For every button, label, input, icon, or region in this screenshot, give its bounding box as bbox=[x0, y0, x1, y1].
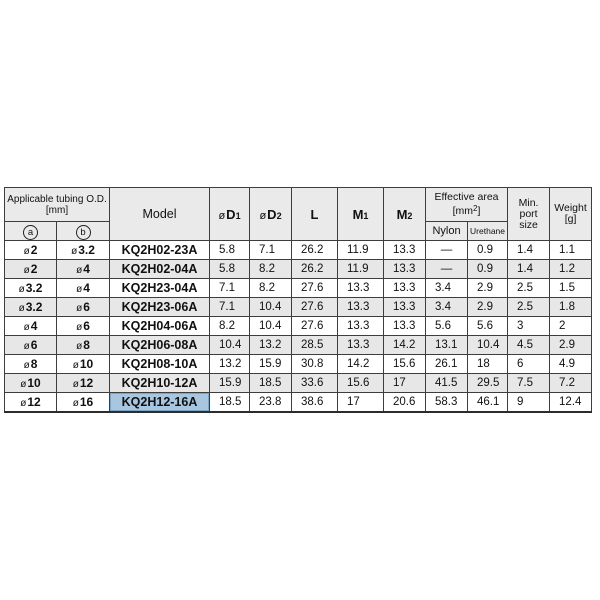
m1-cell: 11.9 bbox=[338, 241, 384, 260]
header-effective-area-line1: Effective area bbox=[434, 191, 499, 203]
urethane-area-cell: 5.6 bbox=[468, 317, 508, 336]
min-port-cell: 6 bbox=[508, 355, 550, 374]
table-row bbox=[5, 298, 592, 317]
d1-cell: 5.8 bbox=[210, 241, 250, 260]
d1-cell: 10.4 bbox=[210, 336, 250, 355]
d1-cell: 7.1 bbox=[210, 279, 250, 298]
diameter-symbol: ø bbox=[18, 284, 25, 295]
weight-cell: 2 bbox=[550, 317, 592, 336]
nylon-area-cell: — bbox=[426, 260, 468, 279]
tubing-od-a-cell bbox=[5, 317, 57, 336]
diameter-symbol: ø bbox=[76, 322, 83, 333]
d1-cell: 15.9 bbox=[210, 374, 250, 393]
d2-cell: 7.1 bbox=[250, 241, 292, 260]
weight-cell: 7.2 bbox=[550, 374, 592, 393]
model-cell: KQ2H10-12A bbox=[110, 374, 210, 393]
tubing-od-value: 8 bbox=[30, 357, 38, 371]
m1-cell: 13.3 bbox=[338, 279, 384, 298]
tubing-od-value: 4 bbox=[30, 319, 38, 333]
model-cell: KQ2H06-08A bbox=[110, 336, 210, 355]
m2-cell: 13.3 bbox=[384, 279, 426, 298]
tubing-od-b-cell bbox=[57, 241, 110, 260]
m1-cell: 14.2 bbox=[338, 355, 384, 374]
weight-cell: 1.1 bbox=[550, 241, 592, 260]
diameter-symbol: ø bbox=[72, 360, 79, 371]
weight-cell: 2.9 bbox=[550, 336, 592, 355]
diameter-symbol: ø bbox=[218, 209, 226, 222]
d2-cell: 10.4 bbox=[250, 317, 292, 336]
header-d2-subscript: 2 bbox=[276, 210, 282, 221]
m2-cell: 17 bbox=[384, 374, 426, 393]
diameter-symbol: ø bbox=[76, 303, 83, 314]
header-d2 bbox=[250, 188, 292, 241]
table-row bbox=[5, 241, 592, 260]
header-m2 bbox=[384, 188, 426, 241]
circled-a-icon: a bbox=[23, 225, 38, 240]
table-row bbox=[5, 279, 592, 298]
l-cell: 27.6 bbox=[292, 298, 338, 317]
nylon-area-cell: — bbox=[426, 241, 468, 260]
tubing-od-b-cell bbox=[57, 374, 110, 393]
urethane-area-cell: 0.9 bbox=[468, 260, 508, 279]
tubing-od-a-cell bbox=[5, 355, 57, 374]
m2-cell: 13.3 bbox=[384, 241, 426, 260]
diameter-symbol: ø bbox=[23, 360, 30, 371]
nylon-area-cell: 5.6 bbox=[426, 317, 468, 336]
m2-cell: 13.3 bbox=[384, 260, 426, 279]
tubing-od-value: 12 bbox=[27, 394, 41, 409]
m2-cell: 20.6 bbox=[384, 393, 426, 412]
urethane-area-cell: 0.9 bbox=[468, 241, 508, 260]
urethane-area-cell: 10.4 bbox=[468, 336, 508, 355]
tubing-od-a-cell bbox=[5, 298, 57, 317]
nylon-area-cell: 3.4 bbox=[426, 279, 468, 298]
l-cell: 30.8 bbox=[292, 355, 338, 374]
weight-cell: 1.2 bbox=[550, 260, 592, 279]
urethane-area-cell: 46.1 bbox=[468, 393, 508, 412]
table-row bbox=[5, 260, 592, 279]
min-port-cell: 3 bbox=[508, 317, 550, 336]
diameter-symbol: ø bbox=[71, 246, 78, 257]
tubing-od-b-cell bbox=[57, 355, 110, 374]
d1-cell: 8.2 bbox=[210, 317, 250, 336]
header-effective-area-superscript: 2 bbox=[473, 204, 478, 213]
tubing-od-a-cell bbox=[5, 374, 57, 393]
min-port-cell: 4.5 bbox=[508, 336, 550, 355]
l-cell: 27.6 bbox=[292, 317, 338, 336]
header-weight bbox=[550, 188, 592, 241]
m1-cell: 13.3 bbox=[338, 298, 384, 317]
d2-cell: 13.2 bbox=[250, 336, 292, 355]
diameter-symbol: ø bbox=[20, 397, 27, 409]
m1-cell: 15.6 bbox=[338, 374, 384, 393]
tubing-od-value: 3.2 bbox=[78, 243, 95, 257]
tubing-od-value: 6 bbox=[83, 300, 90, 314]
diameter-symbol: ø bbox=[72, 379, 79, 390]
table-body bbox=[5, 241, 592, 412]
weight-cell: 4.9 bbox=[550, 355, 592, 374]
header-min-port-line3: size bbox=[519, 218, 538, 231]
m1-cell: 11.9 bbox=[338, 260, 384, 279]
header-min-port-size bbox=[508, 188, 550, 241]
d2-cell: 15.9 bbox=[250, 355, 292, 374]
diameter-symbol: ø bbox=[23, 246, 30, 257]
table-row bbox=[5, 393, 592, 412]
min-port-cell: 7.5 bbox=[508, 374, 550, 393]
urethane-area-cell: 2.9 bbox=[468, 298, 508, 317]
model-cell: KQ2H08-10A bbox=[110, 355, 210, 374]
table-row bbox=[5, 336, 592, 355]
header-applicable-tubing bbox=[5, 188, 110, 222]
tubing-od-b-cell bbox=[57, 336, 110, 355]
header-min-port-line2: port bbox=[519, 207, 538, 220]
tubing-od-value: 2 bbox=[30, 262, 38, 276]
model-cell: KQ2H04-06A bbox=[110, 317, 210, 336]
tubing-od-value: 6 bbox=[30, 338, 38, 352]
tubing-od-a-cell bbox=[5, 393, 57, 412]
m2-cell: 14.2 bbox=[384, 336, 426, 355]
d1-cell: 13.2 bbox=[210, 355, 250, 374]
m1-cell: 13.3 bbox=[338, 336, 384, 355]
m1-cell: 17 bbox=[338, 393, 384, 412]
diameter-symbol: ø bbox=[23, 322, 30, 333]
header-applicable-tubing-line2: [mm] bbox=[45, 204, 69, 216]
d1-cell: 18.5 bbox=[210, 393, 250, 412]
header-d1-subscript: 1 bbox=[235, 210, 241, 221]
l-cell: 28.5 bbox=[292, 336, 338, 355]
tubing-od-value: 3.2 bbox=[25, 281, 43, 295]
header-effective-area-unit-close: ] bbox=[477, 205, 481, 217]
d2-cell: 18.5 bbox=[250, 374, 292, 393]
header-model: Model bbox=[110, 188, 210, 241]
weight-cell: 12.4 bbox=[550, 393, 592, 412]
tubing-od-value: 4 bbox=[83, 262, 90, 276]
d1-cell: 7.1 bbox=[210, 298, 250, 317]
d1-cell: 5.8 bbox=[210, 260, 250, 279]
tubing-od-value: 8 bbox=[83, 338, 90, 352]
header-m2-letter: M bbox=[396, 206, 408, 222]
header-col-b bbox=[57, 222, 110, 241]
tubing-od-b-cell bbox=[57, 317, 110, 336]
header-d2-letter: D bbox=[267, 206, 277, 222]
tubing-od-value: 2 bbox=[30, 243, 38, 257]
selected-model-cell[interactable]: KQ2H12-16A bbox=[110, 393, 210, 412]
diameter-symbol: ø bbox=[20, 379, 27, 390]
table-row bbox=[5, 317, 592, 336]
nylon-area-cell: 3.4 bbox=[426, 298, 468, 317]
min-port-cell: 1.4 bbox=[508, 241, 550, 260]
m2-cell: 15.6 bbox=[384, 355, 426, 374]
header-col-a bbox=[5, 222, 57, 241]
min-port-cell: 1.4 bbox=[508, 260, 550, 279]
diameter-symbol: ø bbox=[76, 284, 83, 295]
dimensions-table bbox=[4, 187, 592, 413]
diameter-symbol: ø bbox=[72, 397, 79, 409]
tubing-od-a-cell bbox=[5, 336, 57, 355]
header-urethane: Urethane bbox=[468, 222, 508, 241]
d2-cell: 8.2 bbox=[250, 279, 292, 298]
diameter-symbol: ø bbox=[23, 265, 30, 276]
header-l: L bbox=[292, 188, 338, 241]
tubing-od-a-cell bbox=[5, 241, 57, 260]
header-weight-line1: Weight bbox=[554, 202, 587, 214]
diameter-symbol: ø bbox=[259, 209, 267, 222]
header-effective-area-line2 bbox=[426, 203, 507, 217]
l-cell: 26.2 bbox=[292, 260, 338, 279]
header-d1 bbox=[210, 188, 250, 241]
urethane-area-cell: 29.5 bbox=[468, 374, 508, 393]
tubing-od-b-cell bbox=[57, 279, 110, 298]
header-m1 bbox=[338, 188, 384, 241]
d2-cell: 8.2 bbox=[250, 260, 292, 279]
tubing-od-value: 10 bbox=[27, 376, 41, 390]
table-row bbox=[5, 374, 592, 393]
nylon-area-cell: 58.3 bbox=[426, 393, 468, 412]
l-cell: 26.2 bbox=[292, 241, 338, 260]
header-effective-area bbox=[426, 188, 508, 222]
model-cell: KQ2H23-04A bbox=[110, 279, 210, 298]
tubing-od-b-cell bbox=[57, 260, 110, 279]
tubing-od-value: 4 bbox=[83, 281, 90, 295]
weight-cell: 1.5 bbox=[550, 279, 592, 298]
min-port-cell: 2.5 bbox=[508, 279, 550, 298]
urethane-area-cell: 2.9 bbox=[468, 279, 508, 298]
tubing-od-value: 3.2 bbox=[25, 300, 43, 314]
header-m1-subscript: 1 bbox=[363, 210, 369, 221]
l-cell: 38.6 bbox=[292, 393, 338, 412]
diameter-symbol: ø bbox=[23, 341, 30, 352]
tubing-od-value: 10 bbox=[79, 357, 94, 371]
weight-cell: 1.8 bbox=[550, 298, 592, 317]
tubing-od-a-cell bbox=[5, 279, 57, 298]
tubing-od-value: 12 bbox=[79, 376, 94, 390]
min-port-cell: 2.5 bbox=[508, 298, 550, 317]
l-cell: 27.6 bbox=[292, 279, 338, 298]
header-m2-subscript: 2 bbox=[407, 210, 413, 221]
header-nylon: Nylon bbox=[426, 222, 468, 241]
spec-table bbox=[4, 187, 592, 413]
diameter-symbol: ø bbox=[76, 265, 83, 276]
model-cell: KQ2H02-23A bbox=[110, 241, 210, 260]
m2-cell: 13.3 bbox=[384, 317, 426, 336]
header-effective-area-unit: [mm bbox=[452, 205, 474, 217]
tubing-od-b-cell bbox=[57, 393, 110, 412]
model-cell: KQ2H23-06A bbox=[110, 298, 210, 317]
tubing-od-value: 16 bbox=[79, 394, 94, 409]
header-d1-letter: D bbox=[226, 206, 236, 222]
header-applicable-tubing-line1: Applicable tubing O.D. bbox=[7, 193, 107, 205]
tubing-od-b-cell bbox=[57, 298, 110, 317]
circled-b-icon: b bbox=[76, 225, 91, 240]
header-min-port-line1: Min. bbox=[518, 196, 539, 209]
tubing-od-value: 6 bbox=[83, 319, 90, 333]
nylon-area-cell: 26.1 bbox=[426, 355, 468, 374]
tubing-od-a-cell bbox=[5, 260, 57, 279]
header-weight-line2: [g] bbox=[564, 213, 577, 225]
header-m1-letter: M bbox=[352, 206, 364, 222]
m2-cell: 13.3 bbox=[384, 298, 426, 317]
min-port-cell: 9 bbox=[508, 393, 550, 412]
d2-cell: 23.8 bbox=[250, 393, 292, 412]
nylon-area-cell: 13.1 bbox=[426, 336, 468, 355]
l-cell: 33.6 bbox=[292, 374, 338, 393]
diameter-symbol: ø bbox=[18, 303, 25, 314]
table-row bbox=[5, 355, 592, 374]
nylon-area-cell: 41.5 bbox=[426, 374, 468, 393]
model-cell: KQ2H02-04A bbox=[110, 260, 210, 279]
m1-cell: 13.3 bbox=[338, 317, 384, 336]
urethane-area-cell: 18 bbox=[468, 355, 508, 374]
d2-cell: 10.4 bbox=[250, 298, 292, 317]
diameter-symbol: ø bbox=[76, 341, 83, 352]
